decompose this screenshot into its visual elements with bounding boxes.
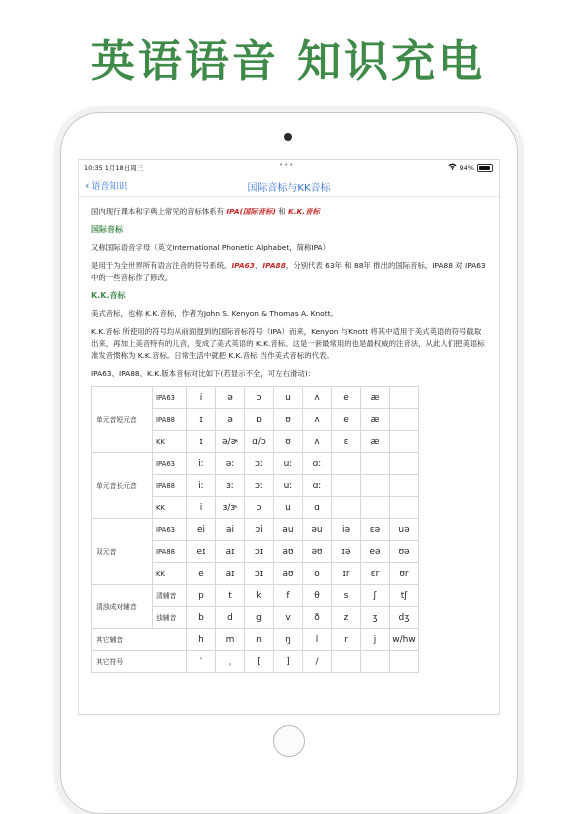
table-cell-symbol: ɑː [303,453,332,475]
table-group-label: 清浊成对辅音 [92,585,153,629]
promo-headline: 英语语音 知识充电 [90,36,486,87]
table-cell-symbol: əː [216,453,245,475]
table-cell-symbol: ɛ [332,431,361,453]
table-row [92,387,419,409]
table-cell-symbol: p [187,585,216,607]
table-cell-symbol: ə/ɚ [216,431,245,453]
table-cell-symbol: æ [361,431,390,453]
table-cell-symbol: eɪ [187,541,216,563]
ipa-para-text-a: 是用于为全世界所有语言注音的符号系统。 [91,261,232,270]
page-title: 国际音标与KK音标 [247,183,331,194]
table-cell-symbol: aʊ [274,541,303,563]
table-cell-symbol: / [303,651,332,673]
table-row-label: KK [153,563,187,585]
table-group-label: 单元音短元音 [92,387,153,453]
section-heading-kk: K.K.音标 [91,291,126,300]
table-cell-symbol: iə [332,519,361,541]
table-row-label: KK [153,497,187,519]
table-cell-symbol: ə [216,409,245,431]
table-cell-symbol [390,431,419,453]
table-cell-symbol: ʌ [303,409,332,431]
table-cell-symbol: ɪ [187,431,216,453]
table-row [92,629,419,651]
ipa-paragraph [91,260,487,284]
table-row [92,585,419,607]
kk-paragraph-1: 美式音标，也称 K.K.音标，作者为John S. Kenyon & Thomas A. Knott。 [91,309,338,318]
table-cell-symbol: t [216,585,245,607]
table-cell-symbol: əʊ [303,541,332,563]
status-time-date: 10:35 1月18日周三 [84,164,144,172]
table-row-label: 清辅音 [153,585,187,607]
table-cell-symbol: ai [216,519,245,541]
table-cell-symbol [332,497,361,519]
table-cell-symbol [390,409,419,431]
table-cell-symbol: r [332,629,361,651]
table-cell-symbol [390,651,419,673]
table-row [92,651,419,673]
table-cell-symbol: ɑː [303,475,332,497]
table-cell-symbol [390,475,419,497]
table-cell-symbol: ei [187,519,216,541]
table-cell-symbol [361,475,390,497]
table-cell-symbol: ʊr [390,563,419,585]
table-cell-symbol: ɔi [245,519,274,541]
ipa88-highlight: IPA88 [262,261,286,270]
table-cell-symbol: ʊə [390,541,419,563]
table-cell-symbol [332,453,361,475]
table-cell-symbol: k [245,585,274,607]
table-cell-symbol [361,651,390,673]
table-cell-symbol: ɑ [303,497,332,519]
table-cell-symbol: ˌ [216,651,245,673]
table-cell-symbol: ɪə [332,541,361,563]
table-cell-symbol: ɜː [216,475,245,497]
table-cell-symbol: uə [390,519,419,541]
article-content [79,197,499,673]
table-cell-symbol: ʊ [274,431,303,453]
intro-ipa-highlight: IPA(国际音标) [226,207,276,216]
table-cell-symbol: ʃ [361,585,390,607]
table-group-label: 双元音 [92,519,153,585]
table-cell-symbol: m [216,629,245,651]
table-cell-symbol: u [274,387,303,409]
table-cell-symbol: uː [274,475,303,497]
ipad-frame [60,112,518,814]
table-cell-symbol: aɪ [216,563,245,585]
table-row-label: IPA88 [153,409,187,431]
table-cell-symbol: u [274,497,303,519]
table-cell-symbol: i [187,497,216,519]
table-cell-symbol: j [361,629,390,651]
app-screen [78,159,500,715]
table-cell-symbol: ɛr [361,563,390,585]
table-cell-symbol: θ [303,585,332,607]
table-cell-symbol: ŋ [274,629,303,651]
table-row-label: IPA63 [153,453,187,475]
table-cell-symbol: h [187,629,216,651]
table-cell-symbol [390,497,419,519]
table-cell-symbol: tʃ [390,585,419,607]
table-cell-symbol: ɔɪ [245,541,274,563]
table-cell-symbol: eə [361,541,390,563]
table-cell-symbol: w/hw [390,629,419,651]
table-row-label: KK [153,431,187,453]
table-group-label: 其它符号 [92,651,187,673]
table-cell-symbol: ˈ [187,651,216,673]
multitask-dots[interactable]: ••• [279,161,295,169]
table-cell-symbol: z [332,607,361,629]
table-row [92,519,419,541]
table-cell-symbol: əu [303,519,332,541]
table-cell-symbol: s [332,585,361,607]
table-cell-symbol: aɪ [216,541,245,563]
table-cell-symbol: æ [361,409,390,431]
table-cell-symbol: iː [187,475,216,497]
intro-kk-highlight: K.K.音标 [288,207,320,216]
table-cell-symbol [390,387,419,409]
table-cell-symbol: e [332,387,361,409]
chevron-left-icon: ‹ [85,178,90,192]
table-cell-symbol [332,651,361,673]
table-cell-symbol: d [216,607,245,629]
table-cell-symbol: dʒ [390,607,419,629]
table-cell-symbol: ɔː [245,453,274,475]
ipa-description: 又称国际语音字母（英文International Phonetic Alphabet，简称IPA） [91,243,331,252]
wifi-icon [448,163,457,172]
table-cell-symbol [361,453,390,475]
phonetic-comparison-table[interactable] [91,386,419,673]
table-cell-symbol [332,475,361,497]
front-camera [284,133,292,141]
table-cell-symbol: æ [361,387,390,409]
table-cell-symbol: o [303,563,332,585]
ipa-para-sep: 、 [254,261,263,270]
intro-paragraph [91,206,487,218]
table-cell-symbol: ə [216,387,245,409]
table-cell-symbol: ɔ [245,497,274,519]
intro-and: 和 [275,207,289,216]
status-bar [79,160,499,174]
table-row-label: IPA88 [153,475,187,497]
table-cell-symbol [361,497,390,519]
table-cell-symbol: l [303,629,332,651]
section-heading-ipa: 国际音标 [91,225,123,234]
table-cell-symbol: i [187,387,216,409]
ipa-para-text-b: ，分别代表 63年 和 88年 推出的国际音标，IPA88 对 IPA63 中的一些音标作了修改。 [91,261,486,282]
table-cell-symbol: ɔ [245,387,274,409]
navigation-bar [79,174,499,197]
table-row-label: IPA63 [153,519,187,541]
back-button-label: 语音知识 [91,182,128,192]
table-cell-symbol: uː [274,453,303,475]
status-right-group [448,163,493,172]
table-cell-symbol: e [187,563,216,585]
table-cell-symbol: ð [303,607,332,629]
table-cell-symbol: ɪ [187,409,216,431]
table-cell-symbol: ɑ/ɔ [245,431,274,453]
battery-percent: 94% [459,163,474,172]
comparison-intro: IPA63、IPA88、K.K.版本音标对比如下(若显示不全，可左右滑动)： [91,369,316,378]
table-group-label: 其它辅音 [92,629,187,651]
table-cell-symbol: ɒ [245,409,274,431]
table-row-label: IPA88 [153,541,187,563]
table-group-label: 单元音长元音 [92,453,153,519]
table-cell-symbol: au [274,519,303,541]
kk-paragraph-2: K.K.音标 所使用的符号均从前面提到的国际音标符号（IPA）而来，Kenyon 与Knott 将其中适用于美式英语的符号截取出来，再加上美音特有的儿音，变成了美式英语的 K.K.音标。这是一套最常用的也是最权威的注音法，从此人们把美语标准发音惯称为 K.K.音标。日常生活中就把 K.K.音标 当作美式音标的代表。 [91,327,485,360]
table-cell-symbol: [ [245,651,274,673]
table-cell-symbol: iː [187,453,216,475]
table-cell-symbol: ʌ [303,431,332,453]
table-cell-symbol: f [274,585,303,607]
table-row-label: 浊辅音 [153,607,187,629]
table-cell-symbol: g [245,607,274,629]
home-button[interactable] [273,725,305,757]
table-row [92,453,419,475]
table-cell-symbol: ɔɪ [245,563,274,585]
table-cell-symbol: ] [274,651,303,673]
table-cell-symbol: v [274,607,303,629]
table-cell-symbol: ɔː [245,475,274,497]
battery-icon [477,164,493,172]
table-cell-symbol: ʊ [274,409,303,431]
table-row-label: IPA63 [153,387,187,409]
table-cell-symbol: n [245,629,274,651]
table-cell-symbol: ɜ/ɝ [216,497,245,519]
table-cell-symbol: aʊ [274,563,303,585]
table-cell-symbol: b [187,607,216,629]
table-cell-symbol: εə [361,519,390,541]
intro-text: 国内现行课本和字典上常见的音标体系有 [91,207,227,216]
table-cell-symbol: ʒ [361,607,390,629]
table-cell-symbol: ʌ [303,387,332,409]
table-cell-symbol: e [332,409,361,431]
ipa63-highlight: IPA63 [231,261,255,270]
table-cell-symbol: ɪr [332,563,361,585]
table-cell-symbol [390,453,419,475]
